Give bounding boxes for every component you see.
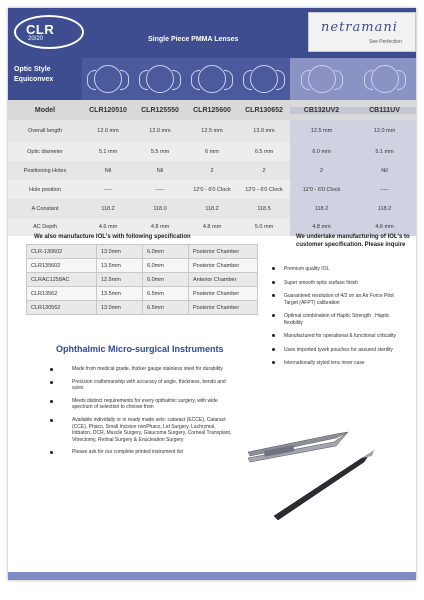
lens-icon — [198, 65, 226, 93]
spec-cell: 12.0 mm — [149, 128, 171, 134]
instruments-list — [50, 366, 232, 462]
table-cell: 13.5mm — [97, 259, 143, 273]
spec-cell: 118.2 — [101, 205, 115, 212]
table-row — [27, 273, 258, 287]
spec-cell: 5.1 mm — [98, 148, 118, 155]
lens-image — [82, 58, 134, 100]
spec-row — [8, 199, 416, 218]
spec-cell: 2 — [210, 167, 214, 174]
table-cell: 6.0mm — [143, 273, 189, 287]
spec-label: Overall length — [28, 128, 62, 134]
table-cell: 6.5mm — [143, 287, 189, 301]
spec-cell: 118.2 — [205, 205, 219, 212]
spec-cell: 5.0 mm — [254, 224, 274, 230]
spec-cell: 118.2 — [290, 199, 353, 218]
spec-cell: ----- — [103, 186, 113, 193]
manufacture-title: We also manufacture IOL's with following specification — [34, 234, 191, 240]
list-item: Internationally styled lens inner case — [272, 360, 408, 367]
table-cell: CLR13562 — [27, 287, 97, 301]
spec-cell: 12.0 mm — [353, 120, 416, 142]
spec-cell: Nil — [156, 167, 164, 174]
spec-cell: 12.5 mm — [201, 128, 223, 134]
lens-icon — [94, 65, 122, 93]
spec-cell: 2 — [262, 167, 266, 174]
brand-tagline: See Perfection — [369, 39, 402, 45]
spec-cell: 6.5 mm — [254, 148, 274, 155]
footer-band — [8, 572, 416, 580]
table-cell: Posterior Chamber — [189, 259, 258, 273]
list-item: Precision craftsmanship with accuracy of angle, thickness, bends and sizes — [50, 379, 232, 392]
spec-label: Positioning Holes — [23, 167, 67, 174]
spec-cell: Nil — [104, 167, 112, 174]
spec-row — [8, 142, 416, 161]
lens-image — [353, 58, 416, 100]
table-row — [27, 301, 258, 315]
spec-cell: 4.8 mm — [290, 218, 353, 236]
table-cell: CLR130562 — [27, 301, 97, 315]
forceps-icon — [248, 432, 348, 462]
spec-cell: 2 — [290, 161, 353, 180]
spec-cell: 12.5 mm — [290, 120, 353, 142]
spec-cell: 118.5 — [257, 205, 271, 212]
spec-cell: 5.5 mm — [150, 148, 170, 155]
spec-cell: 12'0 - 6'0 Clock — [193, 186, 231, 193]
logo-text: CLR — [26, 22, 55, 37]
table-cell: CLR135602 — [27, 259, 97, 273]
lens-icon — [146, 65, 174, 93]
lens-image — [134, 58, 186, 100]
spec-label: AC Depth — [33, 224, 57, 230]
spec-cell: 12'0 - 6'0 Clock — [245, 186, 283, 193]
spec-cell: 13.0 mm — [253, 128, 275, 134]
list-item: Meets distinct requirements for every opthalmic surgery, with wide spectrum of selection to choose from — [50, 398, 232, 411]
lens-icon — [250, 65, 278, 93]
spec-cell: 4.8 mm — [202, 224, 222, 230]
table-cell: 13.0mm — [97, 301, 143, 315]
instruments-title: Ophthalmic Micro-surgical Instruments — [56, 344, 224, 354]
spec-header-cell: CB111UV — [353, 107, 416, 114]
customization-title: We undertake manufacturing of IOL's to customer specification. Please inquire — [296, 234, 410, 248]
brand-name: netramani — [321, 20, 398, 35]
spec-header-cell: CB132UV2 — [290, 107, 353, 114]
table-cell: 12.5mm — [97, 273, 143, 287]
table-cell: 6.0mm — [143, 245, 189, 259]
brochure-page — [8, 8, 416, 580]
spec-header-cell: CLR125550 — [141, 106, 179, 114]
optic-style-label — [8, 58, 82, 100]
lens-image — [290, 58, 353, 100]
lens-image — [238, 58, 290, 100]
lens-image — [186, 58, 238, 100]
table-cell: 6.5mm — [143, 301, 189, 315]
table-cell: 13.5mm — [97, 287, 143, 301]
lens-icon — [308, 65, 336, 93]
table-cell: 6.0mm — [143, 259, 189, 273]
spec-label: A Constant — [31, 205, 59, 212]
list-item: Guaranteed resolution of 4/2 on an Air Force Pilot Target (AFPT) calibration — [272, 293, 408, 306]
list-item: Optimal combination of Haptic Strength : Haptic flexibility — [272, 313, 408, 326]
optic-style-row — [8, 58, 416, 100]
spec-cell: Nil — [353, 161, 416, 180]
knife-icon — [274, 450, 374, 520]
optic-label-line1: Optic Style — [14, 66, 51, 73]
header-band — [8, 8, 416, 58]
spec-cell: 118.0 — [153, 205, 167, 212]
spec-cell: 4.6 mm — [353, 218, 416, 236]
header-title: Single Piece PMMA Lenses — [148, 36, 239, 43]
spec-cell: 4.6 mm — [98, 224, 118, 230]
list-item: Manufactured for operational & functional criticality — [272, 333, 408, 340]
customization-list — [272, 266, 408, 374]
logo-subtext: 20/20 — [28, 36, 44, 42]
list-item: Super smooth optic surface finish — [272, 280, 408, 287]
spec-header-cell: Model — [34, 106, 56, 114]
table-cell: Anterior Chamber — [189, 273, 258, 287]
table-cell: CLRAC1258AC — [27, 273, 97, 287]
manufacture-table — [26, 244, 258, 315]
spec-row — [8, 120, 416, 142]
table-row — [27, 287, 258, 301]
spec-cell: 6.0 mm — [290, 142, 353, 161]
spec-cell: 6 mm — [205, 148, 219, 155]
spec-cell: ----- — [353, 180, 416, 199]
spec-header-cell: CLR125600 — [193, 106, 231, 114]
spec-header-cell: CLR130652 — [245, 106, 283, 114]
table-cell: Posterior Chamber — [189, 287, 258, 301]
spec-row — [8, 161, 416, 180]
list-item: Available individally or in ready made sets: cataract (ECCE), Cataract (CCE), Phaco, Small Incision nonPhaco, Lid Surgery, Lachrymal, Intbaton, DCR, Muscle Surgery, Glaucoma Surgery, Corneal Transplant, Vitrectomy, Retinal Surgery & Enucleation Surgery — [50, 417, 232, 443]
spec-header-cell: CLR120510 — [89, 106, 127, 114]
table-cell: 13.0mm — [97, 245, 143, 259]
table-cell: Posterior Chamber — [189, 245, 258, 259]
list-item: Premium quality IOL — [272, 266, 408, 273]
list-item: Made from medical grade, thicker gauge stainless steel for durability — [50, 366, 232, 373]
lens-icon — [371, 65, 399, 93]
spec-cell: 12'0 - 6'0 Clock — [290, 180, 353, 199]
spec-cell: ----- — [155, 186, 165, 193]
list-item: Please ask for our complete printed instrument list — [50, 449, 232, 456]
table-row — [27, 259, 258, 273]
surgical-instruments-image — [244, 412, 384, 532]
optic-label-line2: Equiconvex — [14, 76, 54, 83]
table-row — [27, 245, 258, 259]
clr-logo — [14, 12, 94, 52]
list-item: Uses imported tyvek pouches for assured sterility — [272, 347, 408, 354]
brand-logo — [308, 12, 416, 52]
spec-cell: 5.1 mm — [353, 142, 416, 161]
spec-label: Optic diameter — [27, 148, 63, 155]
spec-cell: 4.8 mm — [150, 224, 170, 230]
spec-label: Hole position — [29, 186, 61, 193]
table-cell: CLR-130602 — [27, 245, 97, 259]
spec-table — [8, 100, 416, 236]
table-cell: Posterior Chamber — [189, 301, 258, 315]
spec-header-row — [8, 100, 416, 120]
spec-cell: 12.0 mm — [97, 128, 119, 134]
spec-cell: 118.2 — [353, 199, 416, 218]
spec-row — [8, 180, 416, 199]
